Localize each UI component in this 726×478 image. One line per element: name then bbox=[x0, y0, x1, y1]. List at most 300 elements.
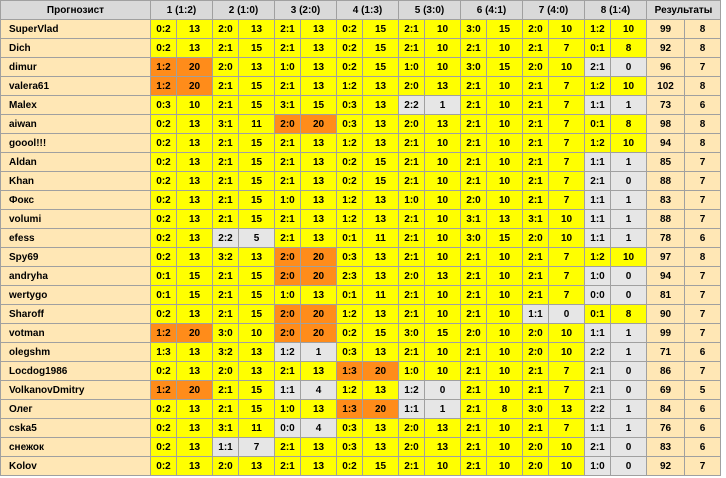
table-row bbox=[1, 191, 721, 210]
points-cell: 15 bbox=[363, 58, 399, 77]
prediction-cell: 0:2 bbox=[151, 305, 177, 324]
correct-count: 8 bbox=[685, 20, 721, 39]
points-cell: 13 bbox=[425, 419, 461, 438]
total-points: 71 bbox=[647, 343, 685, 362]
points-cell: 15 bbox=[239, 172, 275, 191]
prediction-cell: 1:1 bbox=[585, 153, 611, 172]
table-row bbox=[1, 77, 721, 96]
prediction-cell: 1:0 bbox=[275, 191, 301, 210]
forecaster-name: Kolov bbox=[1, 457, 151, 476]
prediction-cell: 0:2 bbox=[151, 248, 177, 267]
points-cell: 10 bbox=[487, 419, 523, 438]
header-match-3: 3 (2:0) bbox=[275, 1, 337, 20]
correct-count: 7 bbox=[685, 58, 721, 77]
total-points: 99 bbox=[647, 20, 685, 39]
prediction-cell: 2:1 bbox=[461, 96, 487, 115]
points-cell: 10 bbox=[549, 343, 585, 362]
prediction-cell: 2:1 bbox=[461, 77, 487, 96]
points-cell: 13 bbox=[177, 343, 213, 362]
prediction-cell: 2:1 bbox=[523, 39, 549, 58]
prediction-cell: 1:1 bbox=[275, 381, 301, 400]
points-cell: 15 bbox=[363, 324, 399, 343]
points-cell: 0 bbox=[425, 381, 461, 400]
points-cell: 10 bbox=[487, 305, 523, 324]
points-cell: 1 bbox=[611, 96, 647, 115]
points-cell: 1 bbox=[301, 343, 337, 362]
points-cell: 10 bbox=[425, 457, 461, 476]
prediction-cell: 2:0 bbox=[399, 115, 425, 134]
points-cell: 13 bbox=[177, 115, 213, 134]
points-cell: 20 bbox=[301, 305, 337, 324]
points-cell: 0 bbox=[611, 381, 647, 400]
correct-count: 8 bbox=[685, 248, 721, 267]
prediction-cell: 2:1 bbox=[399, 305, 425, 324]
prediction-cell: 2:1 bbox=[461, 39, 487, 58]
forecaster-name: wertygo bbox=[1, 286, 151, 305]
points-cell: 13 bbox=[425, 115, 461, 134]
prediction-cell: 1:2 bbox=[585, 77, 611, 96]
points-cell: 13 bbox=[425, 77, 461, 96]
prediction-cell: 2:1 bbox=[213, 153, 239, 172]
points-cell: 0 bbox=[549, 305, 585, 324]
table-row bbox=[1, 419, 721, 438]
prediction-cell: 2:1 bbox=[275, 438, 301, 457]
table-row bbox=[1, 381, 721, 400]
points-cell: 20 bbox=[177, 381, 213, 400]
points-cell: 10 bbox=[487, 267, 523, 286]
prediction-cell: 0:3 bbox=[337, 419, 363, 438]
total-points: 99 bbox=[647, 324, 685, 343]
prediction-cell: 1:1 bbox=[585, 210, 611, 229]
prediction-cell: 2:0 bbox=[275, 305, 301, 324]
prediction-cell: 2:1 bbox=[461, 153, 487, 172]
correct-count: 8 bbox=[685, 39, 721, 58]
points-cell: 13 bbox=[177, 457, 213, 476]
points-cell: 8 bbox=[611, 39, 647, 58]
points-cell: 1 bbox=[425, 96, 461, 115]
prediction-cell: 0:2 bbox=[151, 153, 177, 172]
forecaster-name: Sharoff bbox=[1, 305, 151, 324]
total-points: 76 bbox=[647, 419, 685, 438]
points-cell: 13 bbox=[363, 210, 399, 229]
points-cell: 10 bbox=[487, 248, 523, 267]
prediction-cell: 2:1 bbox=[461, 267, 487, 286]
header-match-5: 5 (3:0) bbox=[399, 1, 461, 20]
points-cell: 13 bbox=[177, 438, 213, 457]
prediction-cell: 2:1 bbox=[461, 381, 487, 400]
prediction-cell: 2:0 bbox=[523, 324, 549, 343]
prediction-cell: 1:1 bbox=[585, 419, 611, 438]
points-cell: 15 bbox=[177, 286, 213, 305]
prediction-cell: 0:2 bbox=[337, 324, 363, 343]
prediction-cell: 2:1 bbox=[213, 191, 239, 210]
points-cell: 8 bbox=[611, 115, 647, 134]
points-cell: 13 bbox=[363, 77, 399, 96]
prediction-cell: 2:1 bbox=[585, 172, 611, 191]
total-points: 84 bbox=[647, 400, 685, 419]
correct-count: 7 bbox=[685, 210, 721, 229]
prediction-cell: 2:1 bbox=[275, 134, 301, 153]
points-cell: 10 bbox=[425, 343, 461, 362]
correct-count: 8 bbox=[685, 115, 721, 134]
prediction-cell: 2:1 bbox=[213, 400, 239, 419]
points-cell: 10 bbox=[425, 362, 461, 381]
points-cell: 15 bbox=[363, 20, 399, 39]
points-cell: 10 bbox=[487, 324, 523, 343]
prediction-cell: 1:1 bbox=[585, 96, 611, 115]
table-row bbox=[1, 457, 721, 476]
forecaster-name: VolkanovDmitry bbox=[1, 381, 151, 400]
prediction-cell: 0:1 bbox=[151, 267, 177, 286]
correct-count: 7 bbox=[685, 286, 721, 305]
points-cell: 15 bbox=[239, 96, 275, 115]
points-cell: 7 bbox=[549, 96, 585, 115]
points-cell: 15 bbox=[239, 400, 275, 419]
prediction-cell: 3:2 bbox=[213, 343, 239, 362]
prediction-cell: 2:1 bbox=[399, 343, 425, 362]
points-cell: 13 bbox=[177, 191, 213, 210]
prediction-cell: 0:2 bbox=[151, 191, 177, 210]
prediction-cell: 3:2 bbox=[213, 248, 239, 267]
points-cell: 0 bbox=[611, 267, 647, 286]
prediction-cell: 0:2 bbox=[151, 457, 177, 476]
total-points: 86 bbox=[647, 362, 685, 381]
points-cell: 10 bbox=[549, 457, 585, 476]
total-points: 92 bbox=[647, 39, 685, 58]
points-cell: 0 bbox=[611, 286, 647, 305]
header-results: Результаты bbox=[647, 1, 721, 20]
points-cell: 7 bbox=[549, 39, 585, 58]
table-row bbox=[1, 305, 721, 324]
prediction-cell: 0:3 bbox=[337, 96, 363, 115]
total-points: 94 bbox=[647, 267, 685, 286]
prediction-cell: 2:1 bbox=[213, 96, 239, 115]
correct-count: 7 bbox=[685, 362, 721, 381]
table-row bbox=[1, 286, 721, 305]
points-cell: 15 bbox=[363, 457, 399, 476]
header-match-8: 8 (1:4) bbox=[585, 1, 647, 20]
correct-count: 6 bbox=[685, 400, 721, 419]
prediction-cell: 2:0 bbox=[275, 267, 301, 286]
prediction-cell: 2:1 bbox=[461, 438, 487, 457]
prediction-cell: 3:1 bbox=[523, 210, 549, 229]
table-row bbox=[1, 39, 721, 58]
forecaster-name: Фокс bbox=[1, 191, 151, 210]
points-cell: 10 bbox=[487, 457, 523, 476]
header-match-7: 7 (4:0) bbox=[523, 1, 585, 20]
prediction-cell: 2:1 bbox=[461, 457, 487, 476]
points-cell: 10 bbox=[549, 438, 585, 457]
points-cell: 7 bbox=[549, 362, 585, 381]
points-cell: 15 bbox=[301, 96, 337, 115]
points-cell: 1 bbox=[611, 343, 647, 362]
prediction-cell: 0:3 bbox=[337, 115, 363, 134]
points-cell: 10 bbox=[425, 191, 461, 210]
header-match-4: 4 (1:3) bbox=[337, 1, 399, 20]
points-cell: 13 bbox=[301, 400, 337, 419]
prediction-cell: 0:2 bbox=[337, 20, 363, 39]
points-cell: 4 bbox=[301, 419, 337, 438]
points-cell: 13 bbox=[177, 153, 213, 172]
prediction-cell: 2:0 bbox=[523, 457, 549, 476]
points-cell: 13 bbox=[177, 248, 213, 267]
points-cell: 10 bbox=[425, 305, 461, 324]
points-cell: 11 bbox=[239, 115, 275, 134]
total-points: 83 bbox=[647, 191, 685, 210]
points-cell: 10 bbox=[239, 324, 275, 343]
points-cell: 15 bbox=[487, 229, 523, 248]
forecaster-name: aiwan bbox=[1, 115, 151, 134]
prediction-cell: 2:1 bbox=[213, 210, 239, 229]
correct-count: 7 bbox=[685, 324, 721, 343]
points-cell: 10 bbox=[425, 248, 461, 267]
points-cell: 15 bbox=[425, 324, 461, 343]
table-row bbox=[1, 153, 721, 172]
points-cell: 7 bbox=[549, 248, 585, 267]
prediction-cell: 2:0 bbox=[213, 20, 239, 39]
points-cell: 20 bbox=[301, 267, 337, 286]
points-cell: 13 bbox=[177, 39, 213, 58]
points-cell: 13 bbox=[177, 210, 213, 229]
prediction-cell: 2:1 bbox=[399, 172, 425, 191]
points-cell: 13 bbox=[301, 39, 337, 58]
table-row bbox=[1, 134, 721, 153]
points-cell: 8 bbox=[487, 400, 523, 419]
points-cell: 7 bbox=[549, 77, 585, 96]
prediction-cell: 2:0 bbox=[399, 267, 425, 286]
prediction-cell: 0:2 bbox=[151, 115, 177, 134]
points-cell: 10 bbox=[425, 58, 461, 77]
points-cell: 13 bbox=[177, 362, 213, 381]
prediction-cell: 2:0 bbox=[523, 229, 549, 248]
points-cell: 10 bbox=[425, 20, 461, 39]
prediction-cell: 3:0 bbox=[461, 20, 487, 39]
forecaster-name: olegshm bbox=[1, 343, 151, 362]
points-cell: 13 bbox=[239, 248, 275, 267]
prediction-cell: 1:0 bbox=[585, 457, 611, 476]
prediction-cell: 0:3 bbox=[337, 438, 363, 457]
correct-count: 7 bbox=[685, 457, 721, 476]
table-row bbox=[1, 96, 721, 115]
points-cell: 10 bbox=[425, 229, 461, 248]
points-cell: 10 bbox=[487, 77, 523, 96]
prediction-cell: 2:1 bbox=[399, 210, 425, 229]
points-cell: 13 bbox=[363, 381, 399, 400]
prediction-cell: 3:1 bbox=[275, 96, 301, 115]
prediction-cell: 1:2 bbox=[337, 305, 363, 324]
forecaster-name: Aldan bbox=[1, 153, 151, 172]
points-cell: 10 bbox=[425, 286, 461, 305]
prediction-cell: 2:1 bbox=[523, 286, 549, 305]
points-cell: 1 bbox=[611, 191, 647, 210]
prediction-cell: 2:1 bbox=[523, 77, 549, 96]
prediction-cell: 3:0 bbox=[461, 58, 487, 77]
prediction-cell: 2:1 bbox=[399, 229, 425, 248]
total-points: 69 bbox=[647, 381, 685, 400]
table-row bbox=[1, 267, 721, 286]
prediction-cell: 1:2 bbox=[585, 20, 611, 39]
total-points: 81 bbox=[647, 286, 685, 305]
points-cell: 7 bbox=[549, 286, 585, 305]
prediction-cell: 2:1 bbox=[461, 400, 487, 419]
points-cell: 1 bbox=[611, 400, 647, 419]
prediction-cell: 0:3 bbox=[151, 96, 177, 115]
prediction-cell: 2:1 bbox=[523, 96, 549, 115]
points-cell: 13 bbox=[239, 343, 275, 362]
prediction-cell: 2:1 bbox=[523, 362, 549, 381]
points-cell: 0 bbox=[611, 457, 647, 476]
points-cell: 13 bbox=[487, 210, 523, 229]
prediction-cell: 2:1 bbox=[399, 248, 425, 267]
prediction-cell: 2:0 bbox=[275, 248, 301, 267]
points-cell: 7 bbox=[549, 381, 585, 400]
prediction-cell: 3:0 bbox=[213, 324, 239, 343]
correct-count: 7 bbox=[685, 172, 721, 191]
points-cell: 20 bbox=[301, 248, 337, 267]
points-cell: 13 bbox=[177, 229, 213, 248]
prediction-cell: 2:1 bbox=[523, 381, 549, 400]
table-row bbox=[1, 400, 721, 419]
points-cell: 7 bbox=[549, 115, 585, 134]
prediction-cell: 0:3 bbox=[337, 248, 363, 267]
points-cell: 15 bbox=[239, 267, 275, 286]
points-cell: 13 bbox=[363, 248, 399, 267]
prediction-cell: 0:2 bbox=[151, 438, 177, 457]
prediction-cell: 2:0 bbox=[523, 20, 549, 39]
prediction-cell: 3:1 bbox=[213, 419, 239, 438]
forecaster-name: Spy69 bbox=[1, 248, 151, 267]
prediction-cell: 2:1 bbox=[213, 305, 239, 324]
prediction-cell: 1:3 bbox=[151, 343, 177, 362]
forecaster-name: Locdog1986 bbox=[1, 362, 151, 381]
points-cell: 13 bbox=[363, 191, 399, 210]
correct-count: 6 bbox=[685, 343, 721, 362]
prediction-cell: 2:0 bbox=[399, 438, 425, 457]
points-cell: 10 bbox=[549, 210, 585, 229]
points-cell: 15 bbox=[487, 20, 523, 39]
points-cell: 13 bbox=[363, 438, 399, 457]
points-cell: 10 bbox=[487, 153, 523, 172]
prediction-cell: 2:1 bbox=[399, 286, 425, 305]
prediction-cell: 0:1 bbox=[337, 286, 363, 305]
points-cell: 7 bbox=[239, 438, 275, 457]
prediction-cell: 2:2 bbox=[213, 229, 239, 248]
points-cell: 13 bbox=[239, 58, 275, 77]
prediction-cell: 0:0 bbox=[275, 419, 301, 438]
prediction-cell: 0:2 bbox=[151, 362, 177, 381]
prediction-cell: 2:2 bbox=[585, 400, 611, 419]
points-cell: 20 bbox=[301, 324, 337, 343]
prediction-cell: 2:1 bbox=[585, 362, 611, 381]
points-cell: 10 bbox=[487, 39, 523, 58]
points-cell: 13 bbox=[239, 457, 275, 476]
forecaster-name: Malex bbox=[1, 96, 151, 115]
total-points: 88 bbox=[647, 210, 685, 229]
table-row bbox=[1, 343, 721, 362]
total-points: 90 bbox=[647, 305, 685, 324]
total-points: 85 bbox=[647, 153, 685, 172]
points-cell: 13 bbox=[239, 362, 275, 381]
points-cell: 1 bbox=[611, 324, 647, 343]
prediction-cell: 2:1 bbox=[461, 172, 487, 191]
points-cell: 13 bbox=[363, 343, 399, 362]
points-cell: 10 bbox=[425, 172, 461, 191]
prediction-cell: 1:0 bbox=[399, 362, 425, 381]
prediction-cell: 2:1 bbox=[523, 115, 549, 134]
points-cell: 13 bbox=[301, 191, 337, 210]
points-cell: 20 bbox=[177, 324, 213, 343]
points-cell: 10 bbox=[425, 134, 461, 153]
points-cell: 13 bbox=[301, 457, 337, 476]
prediction-cell: 2:1 bbox=[213, 39, 239, 58]
prediction-cell: 0:2 bbox=[151, 134, 177, 153]
points-cell: 10 bbox=[611, 248, 647, 267]
forecaster-name: SuperVlad bbox=[1, 20, 151, 39]
total-points: 94 bbox=[647, 134, 685, 153]
prediction-cell: 2:1 bbox=[461, 134, 487, 153]
prediction-cell: 1:2 bbox=[151, 381, 177, 400]
total-points: 92 bbox=[647, 457, 685, 476]
prediction-cell: 2:0 bbox=[399, 77, 425, 96]
forecaster-name: dimur bbox=[1, 58, 151, 77]
table-row bbox=[1, 210, 721, 229]
total-points: 97 bbox=[647, 248, 685, 267]
prediction-cell: 0:1 bbox=[337, 229, 363, 248]
table-row bbox=[1, 115, 721, 134]
points-cell: 20 bbox=[363, 362, 399, 381]
prediction-cell: 1:2 bbox=[337, 210, 363, 229]
prediction-cell: 0:2 bbox=[151, 172, 177, 191]
prediction-cell: 2:0 bbox=[275, 324, 301, 343]
forecaster-name: andryha bbox=[1, 267, 151, 286]
prediction-cell: 1:3 bbox=[337, 362, 363, 381]
points-cell: 13 bbox=[425, 438, 461, 457]
points-cell: 13 bbox=[177, 419, 213, 438]
prediction-cell: 1:2 bbox=[275, 343, 301, 362]
prediction-cell: 2:1 bbox=[585, 58, 611, 77]
prediction-cell: 2:1 bbox=[585, 381, 611, 400]
prediction-cell: 0:2 bbox=[337, 457, 363, 476]
points-cell: 13 bbox=[177, 172, 213, 191]
points-cell: 15 bbox=[239, 210, 275, 229]
points-cell: 10 bbox=[611, 20, 647, 39]
prediction-cell: 2:0 bbox=[213, 457, 239, 476]
table-row bbox=[1, 438, 721, 457]
prediction-cell: 3:1 bbox=[213, 115, 239, 134]
correct-count: 8 bbox=[685, 77, 721, 96]
prediction-cell: 3:0 bbox=[461, 229, 487, 248]
points-cell: 15 bbox=[363, 172, 399, 191]
prediction-cell: 2:1 bbox=[523, 191, 549, 210]
prediction-cell: 1:0 bbox=[585, 267, 611, 286]
prediction-cell: 1:2 bbox=[585, 134, 611, 153]
points-cell: 10 bbox=[425, 210, 461, 229]
points-cell: 13 bbox=[363, 419, 399, 438]
prediction-cell: 2:1 bbox=[213, 286, 239, 305]
points-cell: 10 bbox=[487, 381, 523, 400]
points-cell: 13 bbox=[301, 77, 337, 96]
prediction-cell: 2:1 bbox=[275, 362, 301, 381]
prediction-cell: 1:1 bbox=[213, 438, 239, 457]
points-cell: 10 bbox=[425, 153, 461, 172]
prediction-cell: 2:1 bbox=[399, 134, 425, 153]
prediction-cell: 3:0 bbox=[399, 324, 425, 343]
prediction-cell: 2:1 bbox=[275, 457, 301, 476]
table-row bbox=[1, 172, 721, 191]
prediction-cell: 0:1 bbox=[585, 305, 611, 324]
points-cell: 13 bbox=[301, 20, 337, 39]
forecaster-name: votman bbox=[1, 324, 151, 343]
